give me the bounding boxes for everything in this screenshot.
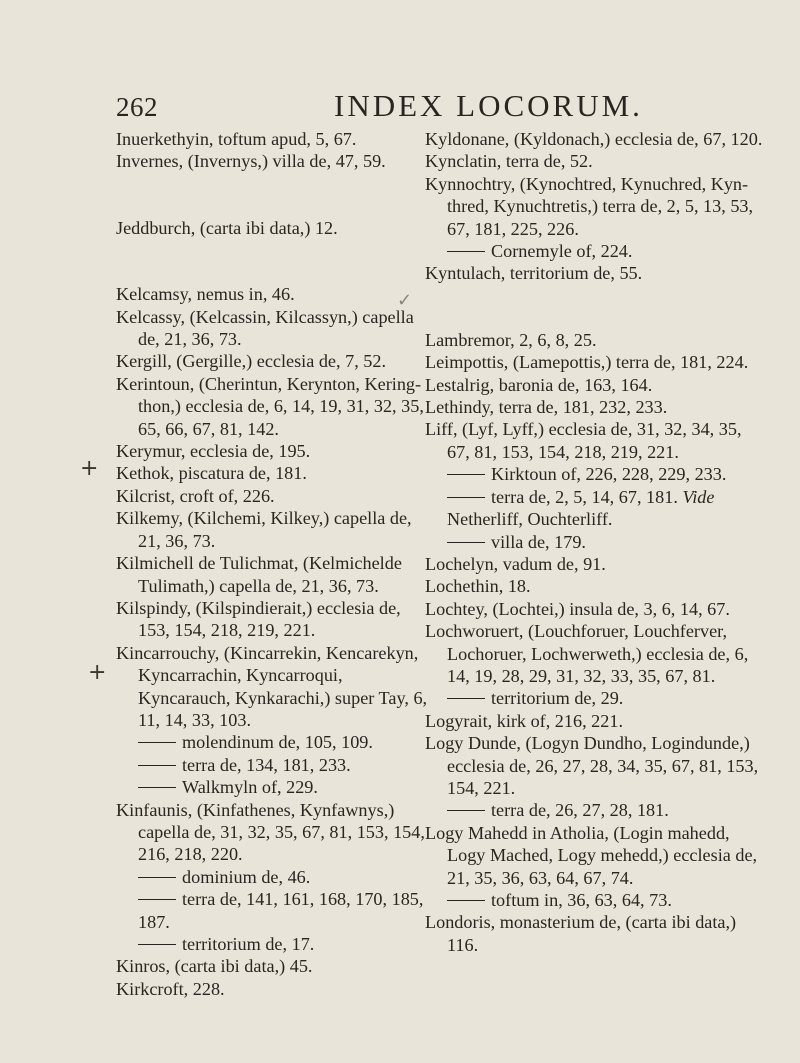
ditto-dash: [447, 474, 485, 475]
ditto-dash: [447, 900, 485, 901]
index-entry: Lochworuert, (Louchforuer, Louchferver, Lochoruer, Lochwerweth,) ecclesia de, 6, 14, 19, 28, 29, 31, 32, 33, 35, 67, 81.: [425, 621, 749, 686]
subentry-text: villa de, 179.: [491, 531, 586, 552]
index-subentry: Netherliff, Ouchterliff.: [447, 509, 613, 530]
subentry-text: Walkmyln of, 229.: [182, 777, 318, 798]
margin-cross-mark: +: [80, 456, 99, 481]
index-entry: Logy Dunde, (Logyn Dundho, Logindunde,) ecclesia de, 26, 27, 28, 34, 35, 67, 81, 153, 154, 221.: [425, 733, 759, 798]
subentry-text: terra de, 141, 161, 168, 170, 185, 187.: [138, 889, 424, 932]
ditto-dash: [447, 542, 485, 543]
index-subentry: [425, 889, 765, 911]
index-subentry: [425, 240, 765, 262]
ditto-dash: [138, 765, 176, 766]
index-entry: Lochtey, (Lochtei,) insula de, 3, 6, 14, 67.: [425, 598, 730, 619]
index-subentry: [116, 754, 434, 776]
index-subentry: [116, 731, 434, 753]
index-entry: Kelcassy, (Kelcassin, Kilcassyn,) capella de, 21, 36, 73.: [116, 306, 414, 350]
ditto-dash: [138, 877, 176, 878]
subentry-text: territorium de, 29.: [491, 688, 624, 709]
page-number: 262: [116, 92, 158, 122]
index-entry: Logyrait, kirk of, 216, 221.: [425, 710, 624, 731]
index-entry: Kilkemy, (Kilchemi, Kilkey,) capella de, 21, 36, 73.: [116, 508, 412, 551]
index-subentry: [116, 888, 434, 933]
index-entry: Lochelyn, vadum de, 91.: [425, 553, 606, 574]
index-subentry: [116, 866, 434, 888]
index-subentry: [116, 776, 434, 798]
subentry-text: dominium de, 46.: [182, 866, 311, 887]
subentry-text: molendinum de, 105, 109.: [182, 732, 373, 753]
index-entry: Lochethin, 18.: [425, 576, 531, 597]
index-entry: Kincarrouchy, (Kincarrekin, Kencarekyn, Kyncarrachin, Kyncarroqui, Kyncarauch, Kynkarachi,) super Tay, 6, 11, 14, 33, 103.: [116, 642, 428, 730]
index-entry: Logy Mahedd in Atholia, (Login mahedd, Logy Mached, Logy mehedd,) ecclesia de, 21, 35, 36, 63, 64, 67, 74.: [425, 822, 758, 888]
index-entry: Kinfaunis, (Kinfathenes, Kynfawnys,) capella de, 31, 32, 35, 67, 81, 153, 154, 216, 218, 220.: [116, 799, 425, 865]
subentry-text: terra de, 134, 181, 233.: [182, 754, 351, 775]
index-entry: Kyldonane, (Kyldonach,) ecclesia de, 67, 120.: [425, 129, 763, 149]
margin-tick-mark: ✓: [397, 290, 413, 311]
index-entry: Kerintoun, (Cherintun, Kerynton, Kering-thon,) ecclesia de, 6, 14, 19, 31, 32, 35, 65, 66, 67, 81, 142.: [116, 373, 424, 439]
index-subentry: [425, 687, 765, 709]
index-entry: Lethindy, terra de, 181, 232, 233.: [425, 397, 668, 418]
subentry-text: Cornemyle of, 224.: [491, 241, 633, 262]
ditto-dash: [138, 944, 176, 945]
index-subentry: [425, 799, 765, 821]
index-entry: Kynnochtry, (Kynochtred, Kynuchred, Kyn-thred, Kynuchtretis,) terra de, 2, 5, 13, 53, 67, 181, 225, 226.: [425, 173, 754, 239]
index-entry: Invernes, (Invernys,) villa de, 47, 59.: [116, 151, 386, 172]
index-entry: Lambremor, 2, 6, 8, 25.: [425, 329, 597, 350]
index-entry: Kelcamsy, nemus in, 46.: [116, 284, 295, 305]
index-subentry: [425, 463, 765, 485]
subentry-text: terra de, 26, 27, 28, 181.: [491, 800, 669, 821]
index-column-left: [116, 128, 434, 1000]
subentry-text: territorium de, 17.: [182, 934, 315, 954]
subentry-text: toftum in, 36, 63, 64, 73.: [491, 890, 672, 910]
index-entry: Kyntulach, territorium de, 55.: [425, 263, 643, 284]
ditto-dash: [447, 698, 485, 699]
ditto-dash: [447, 810, 485, 811]
index-entry: Kerymur, ecclesia de, 195.: [116, 441, 311, 462]
index-subentry: [425, 531, 765, 553]
index-entry: Kinros, (carta ibi data,) 45.: [116, 956, 313, 977]
subentry-text: Kirktoun of, 226, 228, 229, 233.: [491, 464, 727, 485]
cross-reference-label: Vide: [682, 486, 715, 507]
index-entry: Lestalrig, baronia de, 163, 164.: [425, 374, 653, 395]
running-head: INDEX LOCORUM.: [334, 88, 643, 123]
index-entry: Kilmichell de Tulichmat, (Kelmichelde Tulimath,) capella de, 21, 36, 73.: [116, 553, 402, 596]
index-entry: Londoris, monasterium de, (carta ibi data,) 116.: [425, 912, 737, 955]
ditto-dash: [138, 742, 176, 743]
index-entry: Inuerkethyin, toftum apud, 5, 67.: [116, 129, 357, 149]
index-subentry: [116, 933, 434, 955]
ditto-dash: [447, 251, 485, 252]
index-column-right: [425, 128, 765, 956]
index-entry: Kergill, (Gergille,) ecclesia de, 7, 52.: [116, 351, 387, 372]
ditto-dash: [138, 787, 176, 788]
index-entry: Liff, (Lyf, Lyff,) ecclesia de, 31, 32, 34, 35, 67, 81, 153, 154, 218, 219, 221.: [425, 419, 742, 462]
ditto-dash: [138, 899, 176, 900]
ditto-dash: [447, 497, 485, 498]
index-entry: Kynclatin, terra de, 52.: [425, 151, 593, 172]
index-entry: Kilspindy, (Kilspindierait,) ecclesia de, 153, 154, 218, 219, 221.: [116, 597, 401, 641]
index-entry: Jeddburch, (carta ibi data,) 12.: [116, 217, 338, 238]
subentry-text: terra de, 2, 5, 14, 67, 181.: [491, 486, 678, 507]
index-subentry: [425, 486, 765, 508]
index-entry: Kilcrist, croft of, 226.: [116, 485, 275, 506]
index-entry: Leimpottis, (Lamepottis,) terra de, 181, 224.: [425, 352, 749, 373]
index-entry: Kethok, piscatura de, 181.: [116, 463, 307, 484]
index-entry: Kirkcroft, 228.: [116, 978, 225, 999]
margin-cross-mark: +: [88, 660, 107, 685]
